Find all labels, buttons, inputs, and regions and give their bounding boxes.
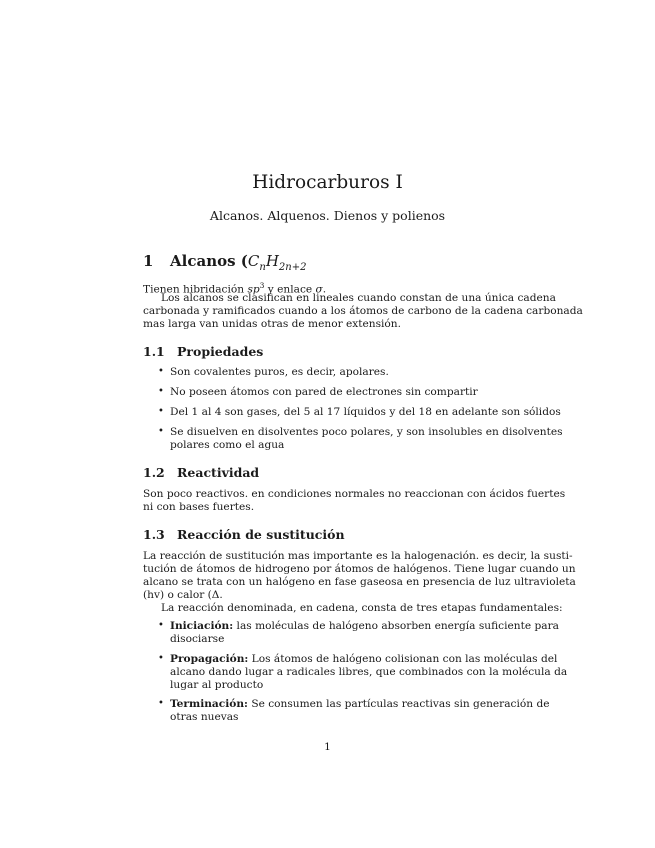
page-number: 1: [324, 741, 331, 753]
paragraph-line: La reacción denominada, en cadena, consta de tres etapas fundamentales:: [161, 602, 563, 614]
list-item-continuation: alcano dando lugar a radicales libres, que combinados con la molécula da: [170, 666, 568, 678]
bullet-icon: •: [158, 698, 164, 709]
paragraph-line: (hv) o calor (Δ.: [143, 589, 223, 601]
section-formula: $C_nH_{2n+2}$: [247, 252, 307, 273]
list-item: No poseen átomos con pared de electrones sin compartir: [170, 386, 478, 398]
paragraph-line: alcano se trata con un halógeno en fase gaseosa en presencia de luz ultravioleta: [143, 576, 576, 588]
section-title: Alcanos (: [170, 252, 248, 270]
paragraph-line: carbonada y ramificados cuando a los átomos de carbono de la cadena carbonada: [143, 305, 583, 317]
list-item: Del 1 al 4 son gases, del 5 al 17 líquidos y del 18 en adelante son sólidos: [170, 406, 561, 418]
paragraph-line: Los alcanos se clasifican en lineales cuando constan de una única cadena: [161, 292, 556, 304]
paragraph-line: La reacción de sustitución mas importante es la halogenación. es decir, la susti-: [143, 550, 573, 562]
bullet-icon: •: [158, 386, 164, 397]
subsection-1-2-heading: 1.2 Reactividad: [143, 465, 260, 480]
list-item-continuation: disociarse: [170, 633, 225, 645]
subsection-1-3-heading: 1.3 Reacción de sustitución: [143, 527, 345, 542]
list-item: Iniciación: las moléculas de halógeno absorben energía suficiente para: [170, 620, 559, 632]
list-item: Propagación: Los átomos de halógeno colisionan con las moléculas del: [170, 653, 558, 665]
hybridization-line: Tienen hibridación $sp^3$ y enlace σ.: [143, 281, 327, 296]
subsection-1-1-heading: 1.1 Propiedades: [143, 344, 264, 359]
bullet-icon: •: [158, 406, 164, 417]
document-subtitle: Alcanos. Alquenos. Dienos y polienos: [209, 208, 446, 223]
section-number: 1: [143, 252, 154, 270]
bullet-icon: •: [158, 653, 164, 664]
paragraph-line: mas larga van unidas otras de menor extensión.: [143, 318, 401, 330]
bullet-icon: •: [158, 366, 164, 377]
list-item-continuation: lugar al producto: [170, 679, 264, 691]
list-item: Se disuelven en disolventes poco polares, y son insolubles en disolventes: [170, 426, 563, 438]
paragraph-line: Son poco reactivos. en condiciones normales no reaccionan con ácidos fuertes: [143, 488, 566, 500]
document-title: Hidrocarburos I: [252, 172, 403, 193]
list-item-continuation: otras nuevas: [170, 711, 239, 723]
list-item: Terminación: Se consumen las partículas reactivas sin generación de: [170, 698, 550, 710]
list-item-continuation: polares como el agua: [170, 439, 285, 451]
bullet-icon: •: [158, 620, 164, 631]
bullet-icon: •: [158, 426, 164, 437]
paragraph-line: tución de átomos de hidrogeno por átomos de halógenos. Tiene lugar cuando un: [143, 563, 576, 575]
paragraph-line: ni con bases fuertes.: [143, 501, 255, 513]
section-1-heading: [143, 252, 306, 273]
list-item: Son covalentes puros, es decir, apolares.: [170, 366, 389, 378]
